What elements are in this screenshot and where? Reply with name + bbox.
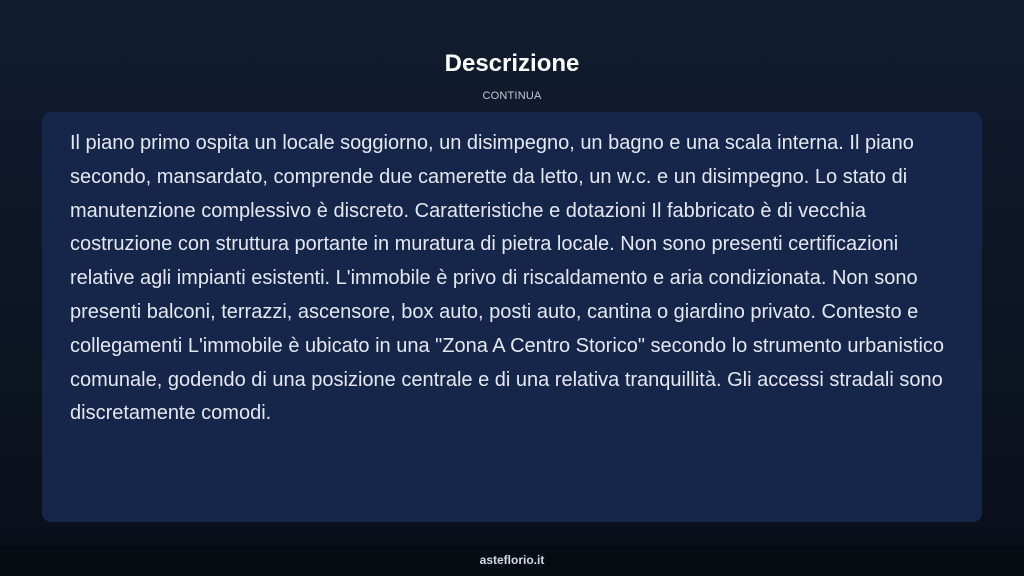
description-card (42, 112, 982, 522)
description-text: Il piano primo ospita un locale soggiorno, un disimpegno, un bagno e una scala interna. Il piano secondo, mansardato, comprende due camerette da letto, un w.c. e un disimpegno. Lo stato di manutenzione complessivo è discreto. Caratteristiche e dotazioni Il fabbricato è di vecchia costruzione con struttura portante in muratura di pietra locale. Non sono presenti certificazioni relative agli impianti esistenti. L'immobile è privo di riscaldamento e aria condizionata. Non sono presenti balconi, terrazzi, ascensore, box auto, posti auto, cantina o giardino privato. Contesto e collegamenti L'immobile è ubicato in una "Zona A Centro Storico" secondo lo strumento urbanistico comunale, godendo di una posizione centrale e di una relativa tranquillità. Gli accessi stradali sono discretamente comodi. (70, 132, 945, 425)
continue-label: CONTINUA (482, 90, 542, 102)
page-title: Descrizione (444, 50, 580, 77)
footer-bar (0, 545, 1024, 576)
footer-brand: asteflorio.it (479, 553, 545, 567)
